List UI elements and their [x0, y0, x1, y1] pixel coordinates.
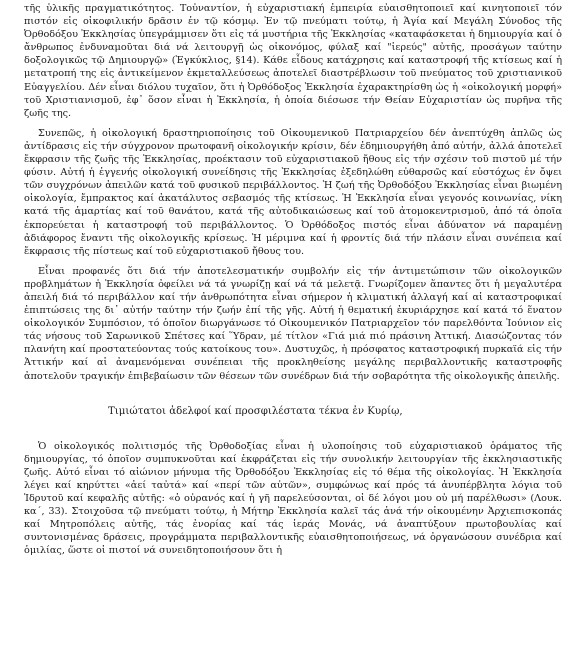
salutation: Τιμιώτατοι ἀδελφοί καί προσφιλέστατα τέκνα ἐν Κυρίῳ,: [108, 405, 403, 417]
body-paragraph: τῆς ὑλικῆς πραγματικότητος. Τοὐναντίον, ἡ εὐχαριστιακή ἐμπειρία εὐαισθητοποιεῖ καί κινητοποιεῖ τόν πιστόν εἰς οἰκοφιλικήν δρᾶσιν ἐν τῷ κόσμῳ. Ἐν τῷ πνεύματι τούτῳ, ἡ Ἁγία καί Μεγάλη Σύνοδος τῆς Ὀρθοδόξου Ἐκκλησίας ὑπεγράμμισεν ὅτι εἰς τά μυστήρια τῆς Ἐκκλησίας «καταφάσκεται ἡ δημιουργία καί ὁ ἄνθρωπος ἐνδυναμοῦται διά νά λειτουργῇ ὡς οἰκονόμος, φύλαξ καί "ἱερεύς" αὐτῆς, προσάγων ταύτην δοξολογικῶς τῷ Δημιουργῷ» (Ἐγκύκλιος, §14). Κάθε εἶδους κατάχρησις καί καταστροφή τῆς κτίσεως καί ἡ μετατροπή της εἰς ἀντικείμενον ἐκμεταλλεύσεως ἀποτελεῖ διαστρέβλωσιν τοῦ πνεύματος τοῦ χριστιανικοῦ Εὐαγγελίου. Δέν εἶναι διόλου τυχαῖον, ὅτι ἡ Ὀρθόδοξος Ἐκκλησία ἐχαρακτηρίσθη ὡς ἡ «οἰκολογική μορφή» τοῦ Χριστιανισμοῦ, ἐφ᾽ ὅσον εἶναι ἡ Ἐκκλησία, ἡ ὁποία διέσωσε τήν Θείαν Εὐχαριστίαν ὡς πυρῆνα τῆς ζωῆς της.: [24, 3, 562, 119]
body-paragraph: Εἶναι προφανές ὅτι διά τήν ἀποτελεσματικήν συμβολήν εἰς τήν ἀντιμετώπισιν τῶν οἰκολογικῶν προβλημάτων ἡ Ἐκκλησία ὀφείλει νά τά γνωρίζῃ καί νά τά μελετᾷ. Γνωρίζομεν ἅπαντες ὅτι ἡ μεγαλυτέρα ἀπειλή διά τό περιβάλλον καί τήν ἀνθρωπότητα εἶναι σήμερον ἡ κλιματική ἀλλαγή καί αἱ καταστροφικαί ἐπιπτώσεις της δι᾽ αὐτήν ταύτην τήν ζωήν ἐπί τῆς γῆς. Αὐτή ἡ θεματική ἐκυριάρχησε καί κατά τό ἕνατον οἰκολογικόν Συμπόσιον, τό ὁποῖον διωργάνωσε τό Οἰκουμενικόν Πατριαρχεῖον τόν παρελθόντα Ἰούνιον εἰς τάς νήσους τοῦ Σαρωνικοῦ Σπέτσες καί Ὕδραν, μέ τίτλον «Γιά μιά πιό πράσινη Ἀττική. Διασώζοντας τόν πλανήτη καί προστατεύοντας τούς κατοίκους του». Δυστυχῶς, ἡ πρόσφατος καταστροφική πυρκαϊά εἰς τήν Ἀττικήν καί αἱ ἀναμενόμεναι συνέπειαι τῆς προκληθείσης μεγάλης περιβαλλοντικῆς καταστροφῆς ἀποτελοῦν τραγικήν ἐπιβεβαίωσιν τῶν θέσεων τῶν συνέδρων διά τήν σοβαρότητα τῆς οἰκολογικῆς ἀπειλῆς.: [24, 265, 562, 382]
body-paragraph: Ὁ οἰκολογικός πολιτισμός τῆς Ὀρθοδοξίας εἶναι ἡ υλοποίησις τοῦ εὐχαριστιακοῦ ὁράματος τῆς δημιουργίας, τό ὁποῖον συμπυκνοῦται καί ἐκφράζεται εἰς τήν συνολικήν λειτουργίαν τῆς ἐκκλησιαστικῆς ζωῆς. Αὐτό εἶναι τό αἰώνιον μήνυμα τῆς Ὀρθοδόξου Ἐκκλησίας εἰς τό θέμα τῆς οἰκολογίας. Ἡ Ἐκκλησία λέγει καί κηρύττει «ἀεί ταὐτά» καί «περί τῶν αὐτῶν», συμφώνως καί πρός τά ἀνυπέρβλητα λόγια τοῦ Ἱδρυτοῦ καί κεφαλῆς αὐτῆς: «ὁ οὐρανός καί ἡ γῆ παρελεύσονται, οἱ δέ λόγοι μου οὐ μή παρέλθωσι» (Λουκ. κα΄, 33). Στοιχοῦσα τῷ πνεύματι τούτῳ, ἡ Μήτηρ Ἐκκλησία καλεῖ τάς ἀνά τήν οἰκουμένην Ἀρχιεπισκοπάς καί Μητροπόλεις αὐτῆς, τάς ἐνορίας καί τάς ἱεράς Μονάς, νά ἀναπτύξουν πρωτοβουλίας καί συντονισμένας δράσεις, προγράμματα περιβαλλοντικῆς εὐαισθητοποιήσεως, νά ὀργανώσουν συνέδρια καί ὁμιλίας, ὥστε οἱ πιστοί νά συνειδητοποιήσουν ὅτι ἡ: [24, 440, 562, 557]
body-paragraph: Συνεπῶς, ἡ οἰκολογική δραστηριοποίησις τοῦ Οἰκουμενικοῦ Πατριαρχείου δέν ἀνεπτύχθη ἁπλῶς ὡς ἀντίδρασις εἰς τήν σύγχρονον πρωτοφανῆ οἰκολογικήν κρίσιν, δέν ἐδημιουργήθη ἀπό αὐτήν, ἀλλά ἀποτελεῖ ἔκφρασιν τῆς ζωῆς τῆς Ἐκκλησίας, προέκτασιν τοῦ εὐχαριστιακοῦ ἤθους εἰς τήν σχέσιν τοῦ πιστοῦ μέ τήν φύσιν. Αὐτή ἡ ἐγγενής οἰκολογική συνείδησις τῆς Ἐκκλησίας ἐξεδηλώθη εὐθαρσῶς καί εὐστόχως ἐν ὄψει τῶν συγχρόνων ἀπειλῶν κατά τοῦ φυσικοῦ περιβάλλοντος. Ἡ ζωή τῆς Ὀρθοδόξου Ἐκκλησίας εἶναι βιωμένη οἰκολογία, ἔμπρακτος καί ἀκατάλυτος σεβασμός τῆς κτίσεως. Ἡ Ἐκκλησία εἶναι γεγονός κοινωνίας, νίκη κατά τῆς ἁμαρτίας καί τοῦ θανάτου, κατά τῆς αὐτοδικαιώσεως καί τοῦ ἀτομοκεντρισμοῦ, ἀπό τά ὁποῖα ἐκπορεύεται ἡ καταστροφή τοῦ περιβάλλοντος. Ὁ Ὀρθόδοξος πιστός εἶναι ἀδύνατον νά παραμένῃ ἀδιάφορος ἔναντι τῆς οἰκολογικῆς κρίσεως. Ἡ μέριμνα καί ἡ φροντίς διά τήν πλάσιν εἶναι συνέπεια καί ἔκφρασις τῆς πίστεως καί τοῦ εὐχαριστιακοῦ ἤθους του.: [24, 127, 562, 257]
